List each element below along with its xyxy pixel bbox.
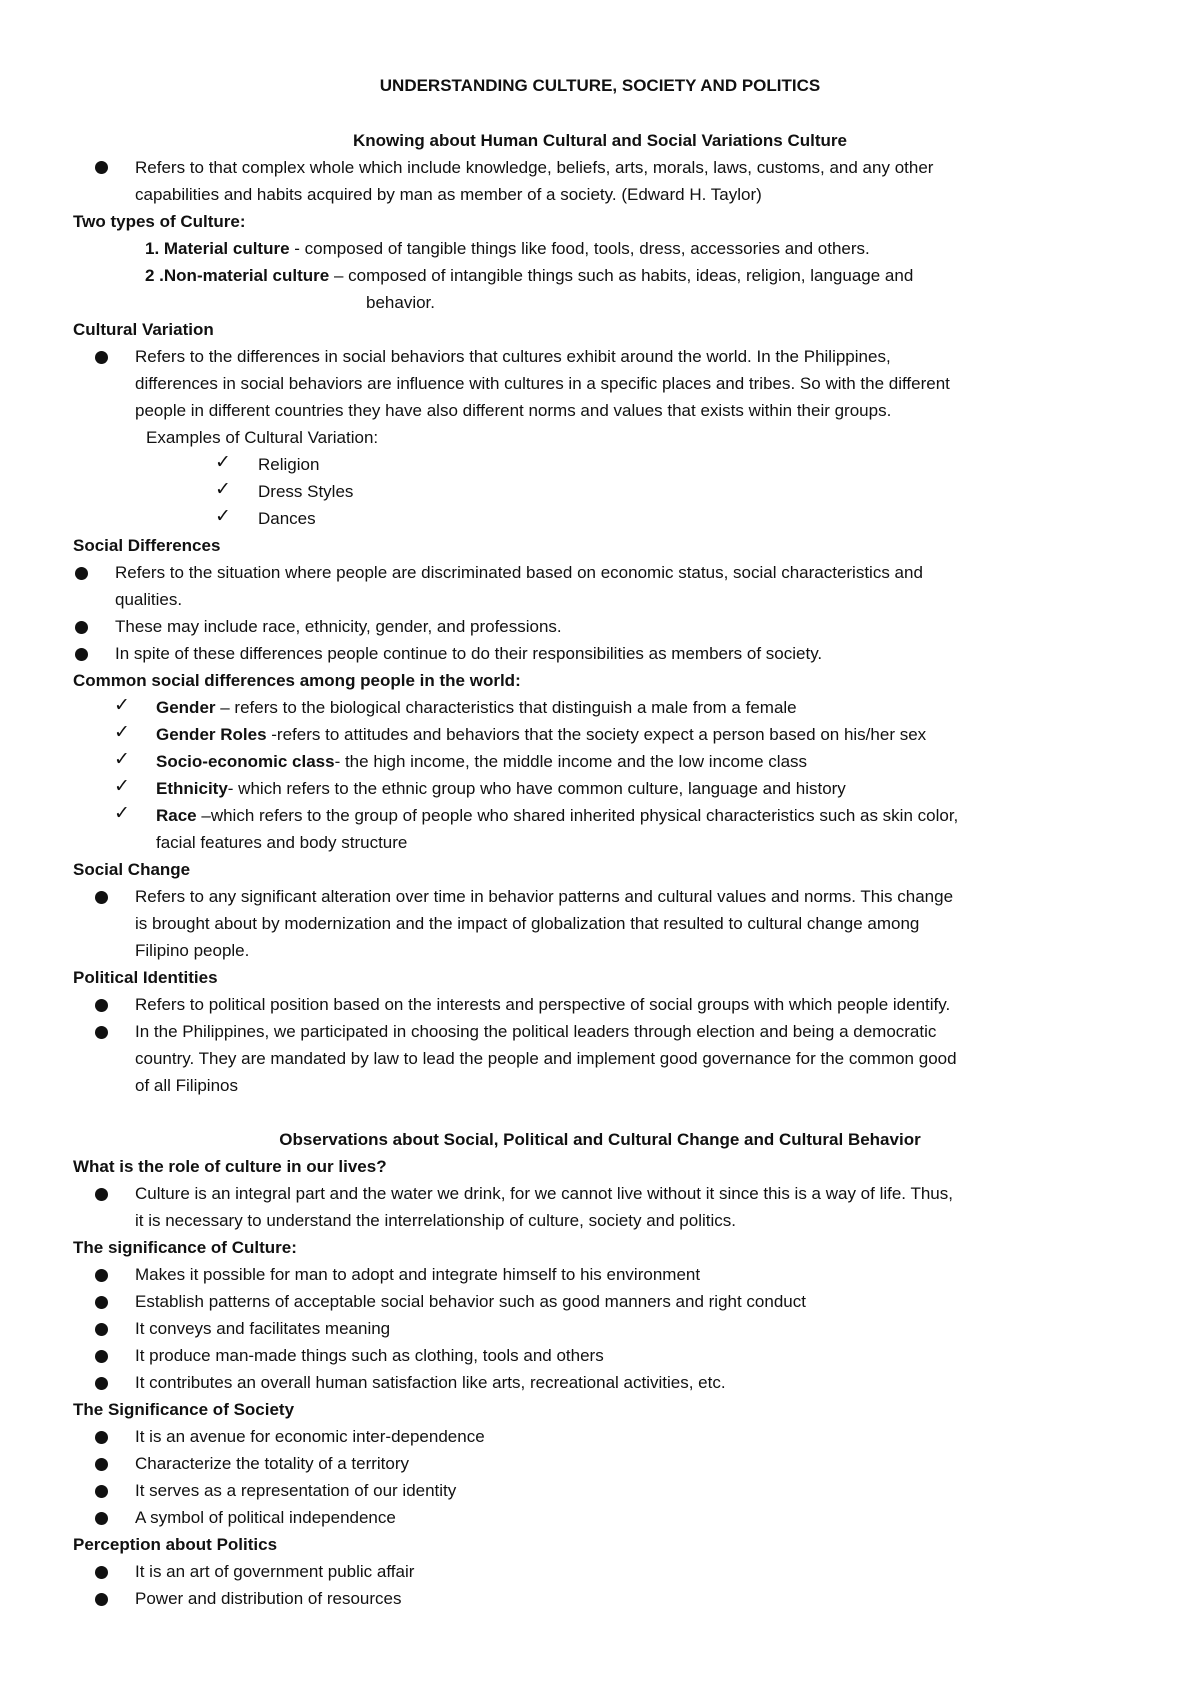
significance-society-item: It serves as a representation of our identity [135, 1481, 457, 1500]
significance-culture-heading: The significance of Culture: [73, 1238, 297, 1257]
checkmark-icon: ✓ [114, 722, 130, 743]
bullet-icon [95, 1593, 108, 1606]
political-identities-heading: Political Identities [73, 968, 218, 987]
common-item-race-cont: facial features and body structure [156, 833, 408, 852]
social-diff-item: These may include race, ethnicity, gender, and professions. [115, 617, 562, 636]
social-change-definition [135, 883, 1155, 965]
politics-item: Power and distribution of resources [135, 1589, 402, 1608]
text-line: Refers to that complex whole which include knowledge, beliefs, arts, morals, laws, customs, and any other [135, 158, 934, 177]
cultural-variation-heading: Cultural Variation [73, 320, 214, 339]
example-dances: Dances [258, 509, 316, 528]
common-item-gender [156, 694, 797, 721]
text-line: In the Philippines, we participated in choosing the political leaders through election and being a democratic [135, 1022, 937, 1041]
significance-culture-item: Establish patterns of acceptable social behavior such as good manners and right conduct [135, 1292, 806, 1311]
bullet-icon [95, 1323, 108, 1336]
culture-definition [135, 154, 1155, 208]
text-line: qualities. [115, 590, 183, 610]
type-nonmaterial-cont: behavior. [366, 293, 435, 312]
bullet-icon [95, 891, 108, 904]
term: Socio-economic class [156, 752, 335, 771]
type-material-label: 1. Material culture [145, 239, 290, 258]
type-nonmaterial [145, 262, 913, 289]
bullet-icon [95, 1566, 108, 1579]
type-nonmaterial-text: – composed of intangible things such as habits, ideas, religion, language and [329, 266, 914, 285]
significance-culture-item: Makes it possible for man to adopt and integrate himself to his environment [135, 1265, 701, 1284]
text-line: Filipino people. [135, 941, 250, 961]
social-diff-item: In spite of these differences people continue to do their responsibilities as members of society. [115, 644, 823, 663]
term: Ethnicity [156, 779, 228, 798]
desc: – refers to the biological characteristics that distinguish a male from a female [215, 698, 797, 717]
bullet-icon [75, 621, 88, 634]
type-material [145, 235, 870, 262]
politics-heading: Perception about Politics [73, 1535, 278, 1554]
significance-society-item: It is an avenue for economic inter-dependence [135, 1427, 485, 1446]
politics-item: It is an art of government public affair [135, 1562, 415, 1581]
significance-society-item: Characterize the totality of a territory [135, 1454, 410, 1473]
common-item-gender-roles [156, 721, 926, 748]
common-item-socio-economic [156, 748, 807, 775]
term: Gender Roles [156, 725, 267, 744]
checkmark-icon: ✓ [114, 803, 130, 824]
bullet-icon [95, 1188, 108, 1201]
section1-heading: Knowing about Human Cultural and Social Variations Culture [353, 131, 847, 150]
text-line: people in different countries they have also different norms and values that exists within their groups. [135, 401, 892, 421]
role-of-culture-definition [135, 1180, 1155, 1234]
bullet-icon [95, 1377, 108, 1390]
term: Race [156, 806, 197, 825]
significance-culture-item: It contributes an overall human satisfaction like arts, recreational activities, etc. [135, 1373, 726, 1392]
two-types-heading: Two types of Culture: [73, 212, 246, 231]
desc: - the high income, the middle income and the low income class [334, 752, 808, 771]
bullet-icon [95, 1458, 108, 1471]
text-line: it is necessary to understand the interrelationship of culture, society and politics. [135, 1211, 736, 1231]
text-line: differences in social behaviors are influence with cultures in a specific places and tribes. So with the different [135, 374, 950, 394]
bullet-icon [95, 1485, 108, 1498]
bullet-icon [95, 1026, 108, 1039]
common-differences-heading: Common social differences among people in the world: [73, 671, 521, 690]
example-dress-styles: Dress Styles [258, 482, 354, 501]
section2-heading: Observations about Social, Political and Cultural Change and Cultural Behavior [279, 1130, 921, 1149]
bullet-icon [75, 567, 88, 580]
checkmark-icon: ✓ [114, 695, 130, 716]
social-differences-heading: Social Differences [73, 536, 221, 555]
term: Gender [156, 698, 216, 717]
text-line: Refers to the situation where people are discriminated based on economic status, social characteristics and [115, 563, 923, 582]
checkmark-icon: ✓ [114, 749, 130, 770]
significance-culture-item: It conveys and facilitates meaning [135, 1319, 391, 1338]
checkmark-icon: ✓ [215, 506, 231, 527]
significance-society-item: A symbol of political independence [135, 1508, 396, 1527]
bullet-icon [95, 999, 108, 1012]
text-line: is brought about by modernization and the impact of globalization that resulted to cultural change among [135, 914, 920, 934]
type-material-text: - composed of tangible things like food, tools, dress, accessories and others. [289, 239, 870, 258]
checkmark-icon: ✓ [215, 452, 231, 473]
text-line: country. They are mandated by law to lead the people and implement good governance for the common good [135, 1049, 957, 1069]
significance-society-heading: The Significance of Society [73, 1400, 295, 1419]
checkmark-icon: ✓ [215, 479, 231, 500]
social-diff-item [115, 559, 1135, 613]
bullet-icon [75, 648, 88, 661]
common-item-ethnicity [156, 775, 846, 802]
desc: -refers to attitudes and behaviors that the society expect a person based on his/her sex [266, 725, 927, 744]
bullet-icon [95, 1296, 108, 1309]
type-nonmaterial-label: 2 .Non-material culture [145, 266, 330, 285]
desc: - which refers to the ethnic group who have common culture, language and history [227, 779, 846, 798]
examples-label: Examples of Cultural Variation: [146, 428, 379, 447]
social-change-heading: Social Change [73, 860, 191, 879]
desc: –which refers to the group of people who shared inherited physical characteristics such as skin color, [196, 806, 959, 825]
text-line: of all Filipinos [135, 1076, 238, 1096]
political-item [135, 1018, 1155, 1100]
bullet-icon [95, 161, 108, 174]
significance-culture-item: It produce man-made things such as clothing, tools and others [135, 1346, 604, 1365]
political-item: Refers to political position based on the interests and perspective of social groups with which people identify. [135, 995, 951, 1014]
text-line: Refers to the differences in social behaviors that cultures exhibit around the world. In the Philippines, [135, 347, 891, 366]
common-item-race [156, 802, 958, 829]
role-of-culture-heading: What is the role of culture in our lives? [73, 1157, 387, 1176]
bullet-icon [95, 1431, 108, 1444]
bullet-icon [95, 1512, 108, 1525]
checkmark-icon: ✓ [114, 776, 130, 797]
text-line: Culture is an integral part and the water we drink, for we cannot live without it since this is a way of life. Thus, [135, 1184, 953, 1203]
cultural-variation-definition [135, 343, 1155, 425]
document-title: UNDERSTANDING CULTURE, SOCIETY AND POLITICS [379, 76, 821, 95]
example-religion: Religion [258, 455, 320, 474]
bullet-icon [95, 351, 108, 364]
text-line: capabilities and habits acquired by man as member of a society. (Edward H. Taylor) [135, 185, 762, 205]
bullet-icon [95, 1269, 108, 1282]
bullet-icon [95, 1350, 108, 1363]
text-line: Refers to any significant alteration over time in behavior patterns and cultural values and norms. This change [135, 887, 954, 906]
